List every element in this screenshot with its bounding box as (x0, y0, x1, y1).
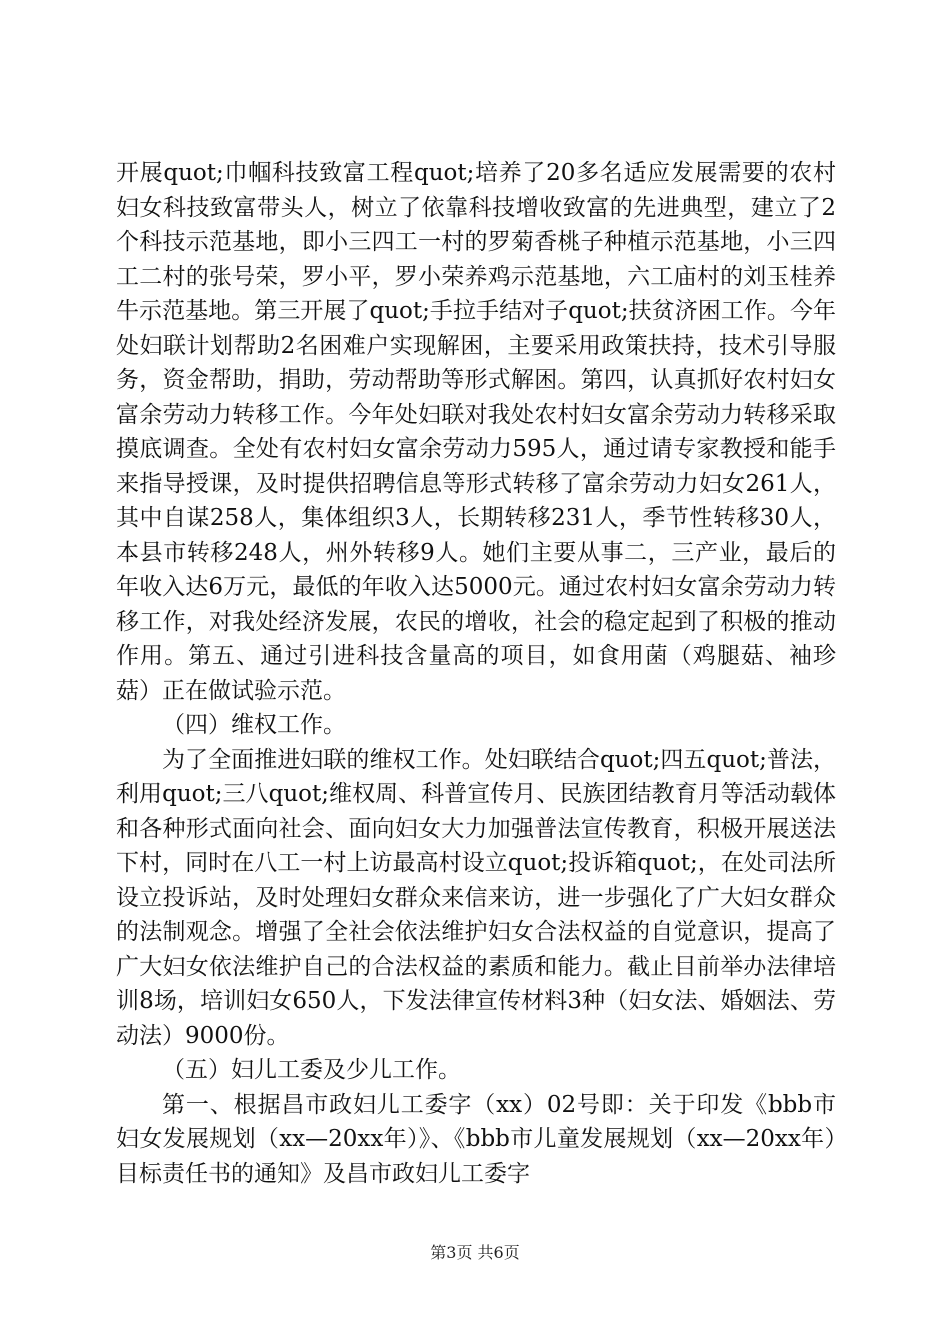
paragraph-poverty-labor: 开展quot;巾帼科技致富工程quot;培养了20多名适应发展需要的农村妇女科技致富带头人，树立了依靠科技增收致富的先进典型，建立了2个科技示范基地，即小三四工一村的罗菊香桃子种植示范基地，小三四工二村的张号荣，罗小平，罗小荣养鸡示范基地，六工庙村的刘玉桂养牛示范基地。第三开展了quot;手拉手结对子quot;扶贫济困工作。今年处妇联计划帮助2名困难户实现解困，主要采用政策扶持，技术引导服务，资金帮助，捐助，劳动帮助等形式解困。第四，认真抓好农村妇女富余劳动力转移工作。今年处妇联对我处农村妇女富余劳动力转移采取摸底调查。全处有农村妇女富余劳动力595人，通过请专家教授和能手来指导授课，及时提供招聘信息等形式转移了富余劳动力妇女261人，其中自谋258人，集体组织3人，长期转移231人，季节性转移30人，本县市转移248人，州外转移9人。她们主要从事二，三产业，最后的年收入达6万元，最低的年收入达5000元。通过农村妇女富余劳动力转移工作，对我处经济发展，农民的增收，社会的稳定起到了积极的推动作用。第五、通过引进科技含量高的项目，如食用菌（鸡腿菇、袖珍菇）正在做试验示范。 (116, 160, 836, 704)
page-footer: 第3页 共6页 (430, 1243, 520, 1262)
paragraph-development-plan: 第一、根据昌市政妇儿工委字（xx）02号即：关于印发《bbb市妇女发展规划（xx—20xx年）》、《bbb市儿童发展规划（xx—20xx年）目标责任书的通知》及昌市政妇儿工委字 (116, 1091, 836, 1187)
heading-rights-work: （四）维权工作。 (162, 712, 346, 738)
paragraph-rights-work: 为了全面推进妇联的维权工作。处妇联结合quot;四五quot;普法，利用quot;三八quot;维权周、科普宣传月、民族团结教育月等活动载体和各种形式面向社会、面向妇女大力加强普法宣传教育，积极开展送法下村，同时在八工一村上访最高村设立quot;投诉箱quot;，在处司法所设立投诉站，及时处理妇女群众来信来访，进一步强化了广大妇女群众的法制观念。增强了全社会依法维护妇女合法权益的自觉意识，提高了广大妇女依法维护自己的合法权益的素质和能力。截止目前举办法律培训8场，培训妇女650人，下发法律宣传材料3种（妇女法、婚姻法、劳动法）9000份。 (116, 746, 836, 1049)
heading-women-children-committee: （五）妇儿工委及少儿工作。 (162, 1057, 461, 1083)
document-body (116, 156, 836, 1191)
